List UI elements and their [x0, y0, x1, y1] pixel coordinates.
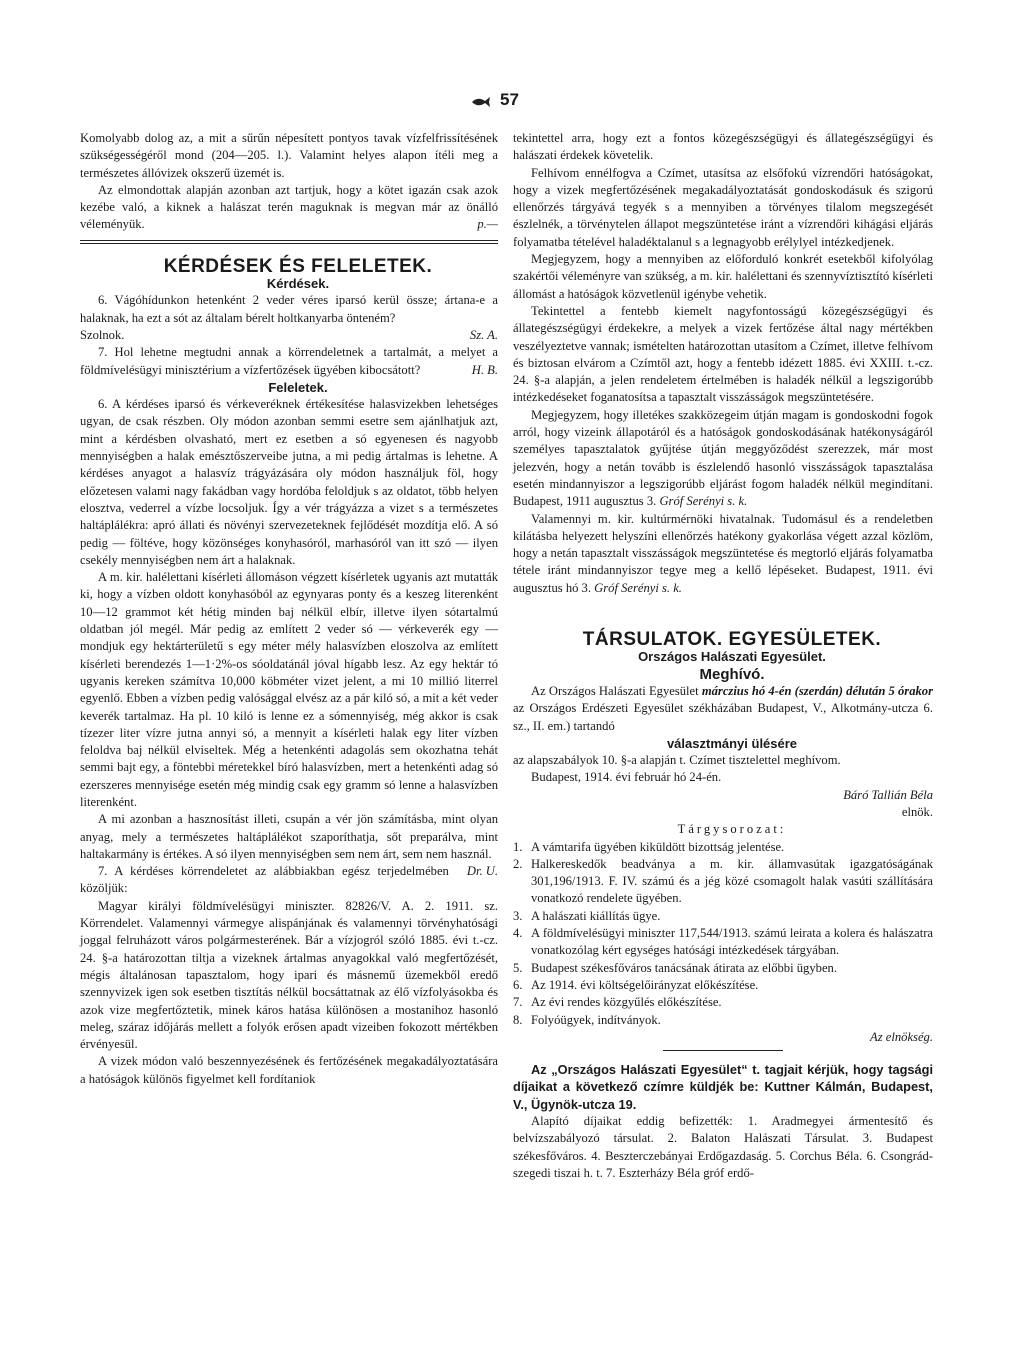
paragraph [513, 511, 933, 597]
agenda-item [513, 1012, 933, 1029]
paragraph [80, 182, 498, 234]
agenda-text: Folyóügyek, indítványok. [531, 1012, 661, 1027]
agenda-item [513, 994, 933, 1011]
divider [663, 1050, 783, 1051]
agenda-text: A földmívelésügyi miniszter 117,544/1913. számú leirata a kolera és halászatra vonatkozólag kért egységes hatósági intézkedések tárgyában. [531, 926, 933, 958]
answer: A m. kir. halélettani kísérleti állomáson végzett kísérletek ugyanis azt mutatták ki, hogy a vízben oldott konyhasóból az egynyaras ponty és a keszeg literenként 10—12 grammot két hétig minden baj nélkül elbír, illetve ilyen sótartalmú oldatban jól megél. Már pedig az említett 2 veder só — vérkeverék egy — mondjuk egy hektárterületű s egy méter mély halasvízben eloszolva az említett kísérleti berendezés 1—1·2%-os sóoldatánál jóval hígabb lesz. Az egy hektár tó ugyanis kereken számítva 10,000 köbméter vizet jelent, a mi 10 millió literrel egyenlő. Ebben a vízben pedig valósággal elvész az a pár kiló só, a mit a két veder keverék tartalmaz. Ha pl. 10 kiló is lenne ez a sómennyiség, még akkor is csak tízezer liter vízre jutna annyi só, a mennyit a kísérleti halak egy liter vízben feloldva baj nélkül elviseltek. Még a hetenkénti adagolás sem okozhatna tehát semmi bajt egy, a föntebbi méretekkel bíró halasvízben, mert a hetenkénti adag só ezerszeres mennyisége esetén még mindig csak egy gramm só lenne a halasvízben literenként. [80, 570, 498, 809]
place: Szolnok. [80, 327, 125, 342]
agenda-number: 8. [513, 1012, 523, 1027]
invitation-text [513, 683, 933, 735]
section-title: TÁRSULATOK. EGYESÜLETEK. [582, 629, 882, 651]
question-text: 7. Hol lehetne megtudni annak a körrendeletnek a tartalmát, a melyet a földmívelésügyi minisztérium a vízfertőzések ügyében kibocsátott? [80, 345, 498, 377]
agenda-text: A halászati kiállítás ügye. [531, 908, 661, 923]
text: Az Országos Halászati Egyesület [531, 683, 702, 698]
agenda-number: 2. [513, 856, 523, 871]
section-title: KÉRDÉSEK ÉS FELELETEK. [163, 255, 433, 277]
agenda-item [513, 977, 933, 994]
signature-role: elnök. [901, 804, 933, 819]
signature-name: Báró Tallián Béla [843, 787, 933, 802]
paragraph: Megjegyzem, hogy a mennyiben az előforduló konkrét esetekből kifolyólag szakértői véleményre van szükség, a m. kir. halélettani és szennyvíztisztító kísérleti állomást a hatóságok közvetlenül igénybe vehetik. [513, 252, 934, 301]
agenda-text: A vámtarifa ügyében kiküldött bizottság jelentése. [531, 839, 785, 854]
text: az Országos Erdészeti Egyesület székházában Budapest, V., Alkotmány-utcza 6. sz., II. em.) tartandó [513, 701, 933, 733]
answer: 6. A kérdéses iparsó és vérkeveréknek értékesítése halasvizekben lehetséges ugyan, de csak részben. Oly módon azonban semmi esetre sem ajánlhatjuk azt, mint a kérdésben olvasható, mert ez esetben a só egyenesen és nagyobb mennyiségben a halak emésztőszerveibe jutna, a mi pedig ártalmas is lehetne. A kérdéses anyagot a halasvíz trágyázására oly módon használjuk föl, hogy előzetesen valami nagy fakádban vagy hordóba feloldjuk s az oldatot, több helyen elosztva, vederrel a vízbe locsoljuk. Így a vér trágyázza a vizet s a természetes haltáplálékra: apró állati és növényi szervezeteknek fejlődését mozdítja elő. A só pedig — föltéve, hogy közönséges konyhasóról, marhasóról van itt szó — ilyen csekély mennyiségben nem árt a halaknak. [80, 397, 498, 567]
signature: Dr. U. [466, 864, 498, 879]
signature: H. B. [471, 362, 498, 377]
paragraph: Alapító díjaikat eddig befizették: 1. Aradmegyei ármentesítő és belvízszabályozó társulat. 2. Balaton Halászati Társulat. 3. Budapest székesfőváros. 4. Beszterczebányai Erdőgazdaság. 5. Corchus Béla. 6. Csongrád-szegedi tiszai h. t. 7. Eszterházy Béla gróf erdő- [513, 1114, 933, 1180]
agenda-item [513, 960, 933, 977]
agenda-text: Budapest székesfőváros tanácsának átirata az előbbi ügyben. [531, 960, 837, 975]
agenda-item [513, 839, 933, 856]
divider [80, 240, 498, 244]
page-number: 57 [500, 90, 519, 109]
signature: Az elnökség. [870, 1029, 933, 1044]
agenda-title: Tárgysorozat: [677, 822, 787, 837]
paragraph-text: Az elmondottak alapján azonban azt tartjuk, hogy a kötet igazán csak azok kezébe való, a kiknek a halászat terén maguknak is megvan már az önálló véleményük. [80, 182, 498, 232]
paragraph: Komolyabb dolog az, a mit a sűrűn népesített pontyos tavak vízfelfrissítésének szükségességéről mond (204—205. l.). Valamint helyes alapon ítéli meg a természetes állóvizek okszerű üzemét is. [80, 131, 498, 180]
answer: Magyar királyi földmívelésügyi miniszter. 82826/V. A. 2. 1911. sz. Körrendelet. Valamennyi vármegye alispánjának és valamennyi törvényhatósági joggal felruházott város polgármesterének. Bár a vízjogról szóló 1885. évi t.-cz. 24. §-a határozottan tiltja a vizeknek ártalmas anyagokkal való megfertőzését, mégis általánosan tapasztalom, hogy ipari és másnemű üzemekből eredő szennyvizek igen sok esetben tisztítás nélkül bocsáttatnak az élő vízfolyásokba és azok vize megfertőztetik, minek káros hatása különösen a mostanihoz hasonló meleg, száraz időjárás mellett a folyók erősen apadt vizeiben fokozott mértékben érvényesül. [80, 898, 498, 1052]
fish-icon [470, 96, 492, 108]
agenda-item [513, 908, 933, 925]
left-column [80, 130, 498, 1088]
meeting-date: márczius hó 4-én (szerdán) délután 5 órakor [701, 683, 933, 698]
answer-text: A mi azonban a hasznosítást illeti, csupán a vér jön számításba, mint olyan anyag, mely a természetes haltáplálékot szaporíthatja, sőt preparálva, mint haltakarmány is értékes. A só ilyen mennyiségben sem nem árt, sem nem használ. [80, 812, 498, 861]
right-column [513, 130, 933, 1182]
agenda-text: Az évi rendes közgyűlés előkészítése. [531, 995, 722, 1010]
question: 6. Vágóhídunkon hetenként 2 veder véres iparsó kerül össze; ártana-e a halaknak, ha ezt a sót az általam bérelt holtkanyarba önteném? [80, 293, 498, 325]
agenda-number: 6. [513, 977, 523, 992]
paragraph [513, 407, 933, 511]
answer: A vizek módon való beszennyezésének és fertőzésének megakadályoztatására a hatóságok különös figyelmet kell fordítaniok [80, 1054, 498, 1086]
agenda-number: 1. [513, 839, 523, 854]
agenda-text: Halkereskedők beadványa a m. kir. államvasútak igazgatóságának 301,196/1913. F. IV. számú és a jég közé csomagolt halak vasúti szállítására vonatkozó rendelete ügyében. [531, 856, 933, 906]
notice: Az „Országos Halászati Egyesület“ t. tagjait kérjük, hogy tagsági díjaikat a következő czímre küldjék be: Kuttner Kálmán, Budapest, V., Ügynök-utcza 19. [513, 1062, 933, 1112]
answer: 7. A kérdéses körrendeletet az alábbiakban egész terjedelmében közöljük: [80, 864, 449, 896]
subsection-title: Kérdések. [266, 276, 330, 292]
signature: p.— [477, 217, 498, 232]
agenda-item [513, 856, 933, 908]
question [80, 344, 498, 379]
answer [80, 811, 498, 879]
paragraph: tekintettel arra, hogy ezt a fontos közegészségügyi és állategészségügyi és halászati érdekek követelik. [513, 131, 933, 163]
date-line: Budapest, 1914. évi február hó 24-én. [531, 770, 722, 785]
subsection-title: Feleletek. [268, 379, 328, 395]
invitation-text: az alapszabályok 10. §-a alapján t. Czímet tisztelettel meghívom. [513, 753, 841, 768]
agenda-item [513, 925, 933, 960]
meeting-title: választmányi ülésére [666, 735, 798, 751]
signature: Sz. A. [469, 327, 498, 342]
agenda-number: 5. [513, 960, 523, 975]
agenda-text: Az 1914. évi költségelőirányzat előkészítése. [531, 977, 759, 992]
page-header [0, 90, 1024, 114]
paragraph: Tekintettel a fentebb kiemelt nagyfontosságú közegészségügyi és állategészségügyi érdekekre, a melyek a vizek fertőzése által nagy mértékben veszélyeztetve vannak; ismételten határozottan utasítom a Czímet, illetve felhívom és biztosan elvárom a Czímtől azt, hogy a fentebb idézett 1885. évi XXIII. t.-cz. 24. §-a alapján, a jelen rendeletem értelmében is haladék nélkül a legszigorúbb intézkedéseket foganatosítsa a tapasztalt visszásságok megszüntetésére. [513, 303, 933, 405]
agenda-number: 3. [513, 908, 523, 923]
spacer [513, 597, 933, 631]
agenda-number: 4. [513, 926, 523, 941]
paragraph-text: Valamennyi m. kir. kultúrmérnöki hivatalnak. Tudomásul és a rendeletben kilátásba helyezett helyszíni ellenőrzés hatékony gyakorlása végett azzal közlöm, hogy a netán tapasztalt visszásságok megszüntetése és megtorló eljárás folyamatba tétele iránt mindannyiszor tegye meg a kellő lépéseket. Budapest, 1911. évi augusztus hó 3. [513, 511, 933, 595]
signature: Gróf Serényi s. k. [594, 580, 682, 595]
question-signature [80, 327, 498, 344]
agenda-number: 7. [513, 995, 523, 1010]
paragraph: Felhívom ennélfogva a Czímet, utasítsa az elsőfokú vízrendőri hatóságokat, hogy a vizek megfertőzésének megakadályoztatását gondoskodásuk és szigorú ellenőrzés tárgyává tegyék s a mennyiben a törvényes tilalom megszegését észlelnék, a törvénytelen állapot megszüntetése iránt a vízrendőri kihágási eljárás folyamatba tételével haladéktalanul s a legnagyobb erélylyel intézkedjenek. [513, 165, 933, 249]
paragraph-text: Megjegyzem, hogy illetékes szakközegeim útján magam is gondoskodni fogok arról, hogy vizeink állapotáról és a hatóságok gondoskodásának hatékonyságáról személyes tapasztalatok gyűjtése útján meggyőződést szerezzek, már most jelezvén, hogy a netán tovább is észlelendő hasonló visszásságok tapasztalása esetén mindannyiszor a legszigorúbb eljárást fogom haladék nélkül megindítani. Budapest, 1911 augusztus 3. [513, 407, 933, 509]
agenda-list [513, 839, 933, 1029]
invitation-title: Meghívó. [699, 665, 765, 683]
organization-title: Országos Halászati Egyesület. [638, 649, 826, 665]
signature: Gróf Serényi s. k. [659, 494, 748, 509]
